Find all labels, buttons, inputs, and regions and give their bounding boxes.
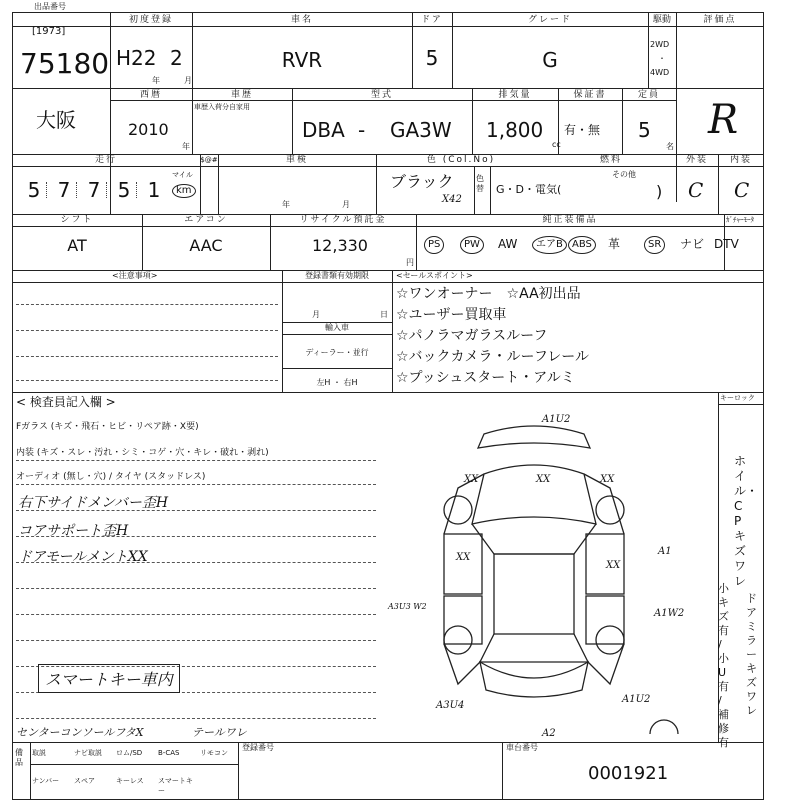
wheel-rear-left bbox=[444, 626, 472, 654]
interior-grade: C bbox=[734, 178, 750, 202]
reg-month: 2 bbox=[170, 46, 183, 70]
interior-header: 内装 bbox=[729, 155, 752, 165]
exterior-header: 外装 bbox=[685, 155, 708, 165]
door-header: ドア bbox=[421, 15, 443, 25]
color-code: X42 bbox=[442, 194, 462, 205]
equip-item: 取説 bbox=[32, 749, 46, 757]
reg-era: H22 bbox=[116, 46, 157, 70]
fuel-header: 燃料 bbox=[599, 155, 622, 165]
car-name: RVR bbox=[281, 48, 323, 72]
color-change: 色替 bbox=[476, 174, 484, 193]
reg-unit-month: 月 bbox=[184, 76, 192, 85]
equip-header: 備品 bbox=[15, 748, 23, 767]
mileage-digits bbox=[16, 172, 166, 208]
drive-header: 駆動 bbox=[652, 15, 671, 25]
equipment-list bbox=[424, 234, 764, 264]
windshield-shape bbox=[472, 524, 596, 554]
digit-separator bbox=[46, 182, 47, 198]
equip-item: スペア bbox=[74, 777, 95, 785]
mirror-damage-label: ドアミラーキズ ワレ bbox=[746, 592, 757, 717]
equip-item: B-CAS bbox=[158, 749, 180, 757]
mileage-digit: 7 bbox=[87, 178, 101, 202]
equip-items-top bbox=[30, 744, 238, 764]
color-header: 色 (Col.No) bbox=[426, 155, 496, 165]
mark-left-quarter: A3U4 bbox=[436, 700, 465, 711]
sales-point: ☆ワンオーナー ☆AA初出品 bbox=[396, 286, 581, 302]
mark-rear-bumper: A2 bbox=[542, 728, 556, 739]
wheel-front-left bbox=[444, 496, 472, 524]
score-header: 評価点 bbox=[703, 15, 737, 25]
chassis-header: 車歴 bbox=[230, 90, 253, 100]
equipment-item: PS bbox=[424, 236, 444, 254]
lot-header: 出品番号 bbox=[34, 2, 66, 11]
cost-header: $@# bbox=[200, 156, 218, 164]
equipment-item: AW bbox=[498, 237, 518, 251]
mileage-digit: 5 bbox=[27, 178, 41, 202]
equip-item: キーレス bbox=[116, 777, 144, 785]
inspector-note-3: ドアモールメントXX bbox=[18, 549, 148, 565]
inspection-year-unit: 年 bbox=[282, 200, 290, 209]
cc-unit: cc bbox=[552, 140, 561, 149]
shift-header: シフト bbox=[60, 215, 94, 225]
caution-header: <注意事項> bbox=[112, 271, 158, 280]
rear-glass-shape bbox=[480, 634, 588, 662]
wheel-damage-label: ホイル・CPキズ ワレ bbox=[734, 454, 759, 588]
capacity: 5 bbox=[638, 118, 651, 142]
wheel-front-right bbox=[596, 496, 624, 524]
model-dash: - bbox=[358, 118, 366, 142]
door-count: 5 bbox=[425, 46, 439, 70]
equipment-item: ABS bbox=[568, 236, 596, 254]
equipment-item: ナビ bbox=[680, 237, 705, 251]
mark-right-rear-door: A1W2 bbox=[654, 608, 685, 619]
docs-month: 月 bbox=[312, 310, 320, 319]
equip-item: スマートキー bbox=[158, 777, 193, 795]
docs-expiry-header: 登録書類有効期限 bbox=[305, 271, 369, 280]
spare-wheel bbox=[650, 720, 678, 734]
mark-left-door: XX bbox=[456, 552, 471, 563]
auction-sheet bbox=[12, 2, 764, 800]
sales-point: ☆ユーザー買取車 bbox=[396, 307, 507, 323]
equipment-item: 革 bbox=[608, 237, 621, 251]
displacement: 1,800 bbox=[486, 118, 544, 142]
inspector-note-1: 右下サイドメンバー歪H bbox=[18, 495, 169, 511]
recycle-fee: 12,330 bbox=[312, 236, 368, 255]
mark-left-rear-door: A3U3 W2 bbox=[388, 602, 427, 611]
dealer-parallel: ディーラー・並行 bbox=[305, 348, 369, 357]
windshield-line: Fガラス (キズ・飛石・ヒビ・リペア跡・X要) bbox=[16, 422, 199, 432]
model: GA3W bbox=[390, 118, 452, 142]
model-prefix: DBA bbox=[302, 118, 345, 142]
chassis-number-header: 車台番号 bbox=[506, 743, 538, 752]
capacity-unit: 名 bbox=[666, 142, 674, 151]
region: 大阪 bbox=[36, 108, 76, 132]
import-header: 輸入車 bbox=[325, 323, 349, 332]
sales-point: ☆プッシュスタート・アルミ bbox=[396, 370, 575, 386]
inspector-note-2: コアサポート歪H bbox=[18, 523, 129, 539]
registration-number-header: 登録番号 bbox=[242, 743, 274, 752]
mileage-digit: 1 bbox=[147, 178, 161, 202]
chassis-number: 0001921 bbox=[588, 763, 669, 784]
mileage-unit-mile: マイル bbox=[172, 171, 193, 179]
equip-item: ロム/SD bbox=[116, 749, 143, 757]
left-rear-door bbox=[444, 596, 482, 644]
drive-4wd: 4WD bbox=[650, 68, 670, 77]
right-quarter bbox=[588, 644, 624, 684]
equipment-item: エアB bbox=[532, 236, 567, 254]
wheel-rear-right bbox=[596, 626, 624, 654]
mark-right-front: A1 bbox=[658, 546, 672, 557]
sales-points bbox=[396, 284, 756, 392]
sales-point: ☆バックカメラ・ルーフレール bbox=[396, 349, 590, 365]
reg-header: 初度登録 bbox=[128, 15, 173, 25]
exterior-grade: C bbox=[688, 178, 704, 202]
mileage-digit: 5 bbox=[117, 178, 131, 202]
mileage-header: 走行 bbox=[94, 155, 117, 165]
right-rear-door bbox=[586, 596, 624, 644]
ac: AAC bbox=[189, 236, 223, 255]
keylock-header: キーロック bbox=[720, 394, 755, 402]
steering-side: 左H ・ 右H bbox=[316, 378, 358, 387]
year: 2010 bbox=[128, 120, 169, 139]
docs-day: 日 bbox=[380, 310, 388, 319]
lot-number: 75180 bbox=[20, 47, 110, 80]
mileage-unit-km: km bbox=[172, 184, 196, 198]
front-bumper-shape bbox=[478, 426, 590, 448]
smart-key-note: スマートキー車内 bbox=[38, 664, 180, 693]
yen-unit: 円 bbox=[406, 258, 414, 267]
digit-separator bbox=[106, 182, 107, 198]
mark-front-bumper: A1U2 bbox=[542, 414, 571, 425]
sales-header: <セールスポイント> bbox=[396, 271, 473, 280]
warranty: 有・無 bbox=[564, 123, 601, 137]
equip-item: リモコン bbox=[200, 749, 228, 757]
left-front-door bbox=[444, 534, 482, 594]
audio-tire-line: オーディオ (無し・穴) / タイヤ (スタッドレス) bbox=[16, 472, 206, 482]
mark-right-quarter: A1U2 bbox=[622, 694, 651, 705]
sales-point: ☆パノラマガラスルーフ bbox=[396, 328, 548, 344]
mark-left-fender: XX bbox=[464, 474, 479, 485]
ac-header: エアコン bbox=[184, 215, 228, 225]
digit-separator bbox=[76, 182, 77, 198]
recycle-header: リサイクル預託金 bbox=[299, 215, 387, 225]
roof-shape bbox=[494, 554, 574, 634]
mark-hood: XX bbox=[536, 474, 551, 485]
inspection-month-unit: 月 bbox=[342, 200, 350, 209]
year-header: 西暦 bbox=[139, 90, 162, 100]
fuel-other: その他 bbox=[612, 170, 636, 179]
mileage-digit: 7 bbox=[57, 178, 71, 202]
equip-items-bottom bbox=[30, 772, 238, 795]
inspector-note-tail: テールワレ bbox=[192, 726, 247, 739]
digit-separator bbox=[136, 182, 137, 198]
inspector-title: < 検査員記入欄 > bbox=[16, 395, 116, 409]
score-value: R bbox=[708, 97, 739, 143]
rear-bumper-shape bbox=[480, 662, 588, 697]
option-header: ｶﾞﾁｬｰﾓｰﾀ bbox=[726, 216, 754, 224]
warranty-header: 保証書 bbox=[573, 90, 607, 100]
mark-right-fender: XX bbox=[600, 474, 615, 485]
lot-year: [1973] bbox=[32, 26, 66, 37]
chassis-sub: 車歴入荷分自家用 bbox=[194, 103, 250, 111]
equip-item: ナビ取説 bbox=[74, 749, 102, 757]
grade: G bbox=[542, 48, 558, 72]
name-header: 車名 bbox=[290, 15, 313, 25]
equipment-item: PW bbox=[460, 236, 484, 254]
drive-dot: ・ bbox=[658, 54, 666, 63]
color: ブラック bbox=[390, 172, 454, 191]
fuel-close: ) bbox=[656, 182, 663, 201]
hood-shape bbox=[472, 465, 596, 524]
year-unit: 年 bbox=[182, 142, 190, 151]
shift: AT bbox=[67, 236, 87, 255]
interior-line: 内装 (キズ・スレ・汚れ・シミ・コゲ・穴・キレ・破れ・剥れ) bbox=[16, 448, 269, 458]
inspector-note-console: センターコンソールフタX bbox=[16, 726, 144, 739]
equipment-item: SR bbox=[644, 236, 665, 254]
mark-right-door: XX bbox=[606, 560, 621, 571]
displacement-header: 排気量 bbox=[498, 90, 532, 100]
equipment-item: DTV bbox=[714, 237, 739, 251]
left-quarter bbox=[444, 644, 480, 684]
reg-unit-year: 年 bbox=[152, 76, 160, 85]
scratch-legend: 小キズ有 / 小U有 / 補修有 bbox=[718, 582, 729, 749]
equip-item: ナンバー bbox=[32, 777, 60, 785]
grade-header: グレード bbox=[527, 15, 572, 25]
model-header: 型式 bbox=[370, 90, 393, 100]
fuel-options: G・D・電気( bbox=[496, 183, 562, 196]
drive-2wd: 2WD bbox=[650, 40, 670, 49]
capacity-header: 定員 bbox=[637, 90, 660, 100]
equipment-header: 純正装備品 bbox=[542, 215, 598, 225]
car-damage-diagram bbox=[384, 404, 684, 734]
inspection-header: 車検 bbox=[285, 155, 308, 165]
